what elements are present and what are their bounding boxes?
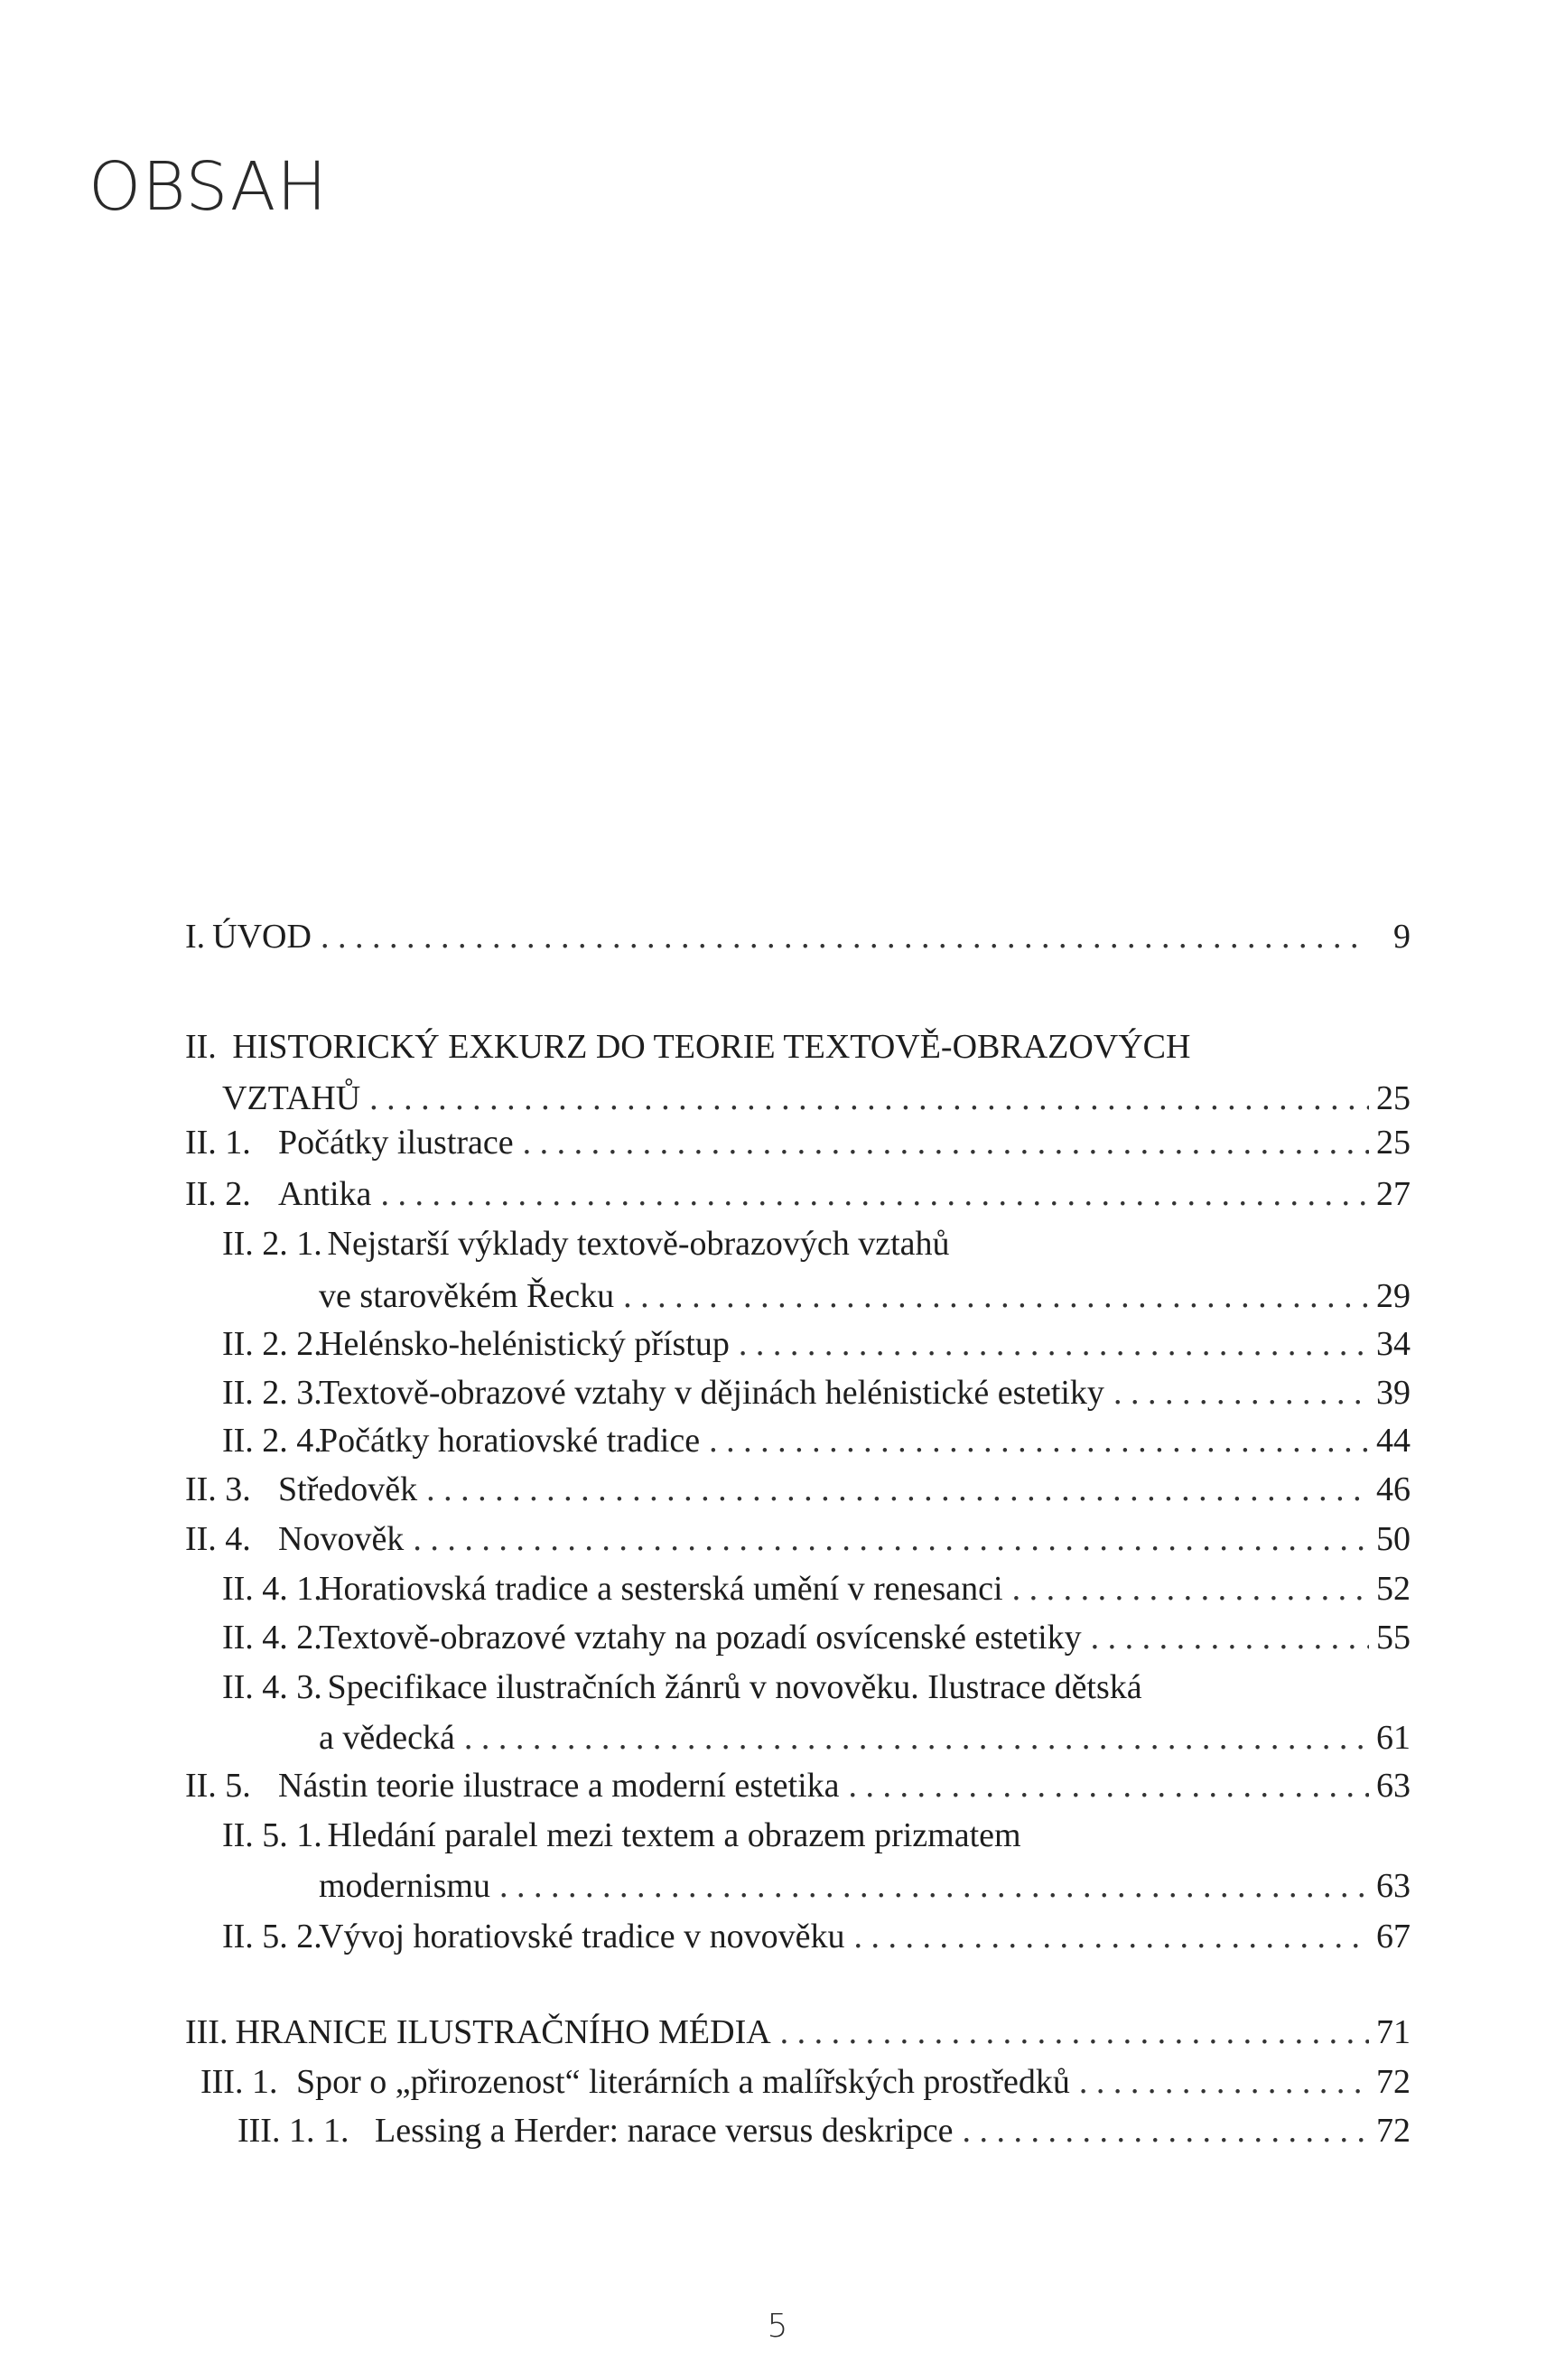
toc-entry-label: Počátky ilustrace: [278, 1124, 514, 1162]
dot-leader: [499, 1866, 1369, 1906]
toc-entry-number: II. 2. 1.: [222, 1225, 322, 1263]
toc-entry-label: Specifikace ilustračních žánrů v novověku. Ilustrace dětská: [327, 1668, 1142, 1706]
toc-entry: [237, 2111, 1411, 2151]
toc-entry: [222, 1224, 950, 1264]
toc-entry-number: II.: [185, 1028, 217, 1066]
dot-leader: [962, 2111, 1369, 2151]
toc-entry-number: III.: [185, 2013, 228, 2051]
dot-leader: [1091, 1618, 1369, 1657]
toc-entry-page: 72: [1376, 2112, 1411, 2150]
toc-entry-continuation: [222, 1078, 1411, 1118]
toc-entry: [222, 1618, 1411, 1657]
dot-leader: [739, 1324, 1369, 1364]
toc-entry-label: Hledání paralel mezi textem a obrazem prizmatem: [327, 1816, 1021, 1854]
toc-entry-page: 29: [1376, 1277, 1411, 1315]
toc-entry-label: ve starověkém Řecku: [319, 1277, 615, 1315]
toc-entry-label: a vědecká: [319, 1719, 455, 1757]
toc-entry-number: II. 1.: [185, 1124, 251, 1162]
dot-leader: [1113, 1373, 1369, 1413]
toc-entry-number: II. 2. 2.: [222, 1325, 322, 1363]
toc-entry-label: modernismu: [319, 1867, 490, 1905]
toc-entry-page: 63: [1376, 1767, 1411, 1805]
toc-entry: [185, 1027, 1190, 1067]
toc-entry: [185, 1123, 1411, 1162]
toc-entry: [185, 1174, 1411, 1214]
dot-leader: [369, 1078, 1369, 1118]
page-title: OBSAH: [88, 148, 329, 226]
toc-entry-label: Vývoj horatiovské tradice v novověku: [319, 1918, 845, 1955]
dot-leader: [464, 1718, 1369, 1758]
toc-entry-label: Spor o „přirozenost“ literárních a malířských prostředků: [296, 2063, 1070, 2101]
toc-entry-page: 9: [1393, 918, 1411, 956]
page-number: 5: [767, 2308, 788, 2345]
toc-entry-number: II. 5. 2.: [222, 1918, 322, 1955]
dot-leader: [780, 2012, 1369, 2052]
toc-entry-page: 44: [1376, 1422, 1411, 1460]
toc-entry-page: 27: [1376, 1175, 1411, 1213]
dot-leader: [426, 1470, 1369, 1509]
toc-entry-continuation: [319, 1866, 1411, 1906]
toc-entry-label: HISTORICKÝ EXKURZ DO TEORIE TEXTOVĚ-OBRAZOVÝCH: [232, 1028, 1191, 1066]
toc-entry: [222, 1421, 1411, 1461]
toc-entry-page: 72: [1376, 2063, 1411, 2101]
toc-entry: [222, 1815, 1021, 1855]
toc-entry-page: 39: [1376, 1374, 1411, 1412]
dot-leader: [321, 917, 1369, 957]
toc-entry-number: II. 2. 4.: [222, 1422, 322, 1460]
toc-entry-continuation: [319, 1276, 1411, 1316]
toc-entry-page: 46: [1376, 1470, 1411, 1508]
toc-entry-label: Horatiovská tradice a sesterská umění v renesanci: [319, 1570, 1003, 1608]
toc-entry-page: 63: [1376, 1867, 1411, 1905]
toc-entry: [200, 2062, 1411, 2102]
toc-entry-number: II. 2. 3.: [222, 1374, 322, 1412]
toc-entry: [222, 1917, 1411, 1956]
toc-entry-page: 25: [1376, 1079, 1411, 1117]
toc-entry-page: 50: [1376, 1520, 1411, 1558]
toc-entry: [185, 1519, 1411, 1559]
toc-entry-label: Nástin teorie ilustrace a moderní estetika: [278, 1767, 840, 1805]
toc-entry: [222, 1569, 1411, 1609]
toc-entry-label: VZTAHŮ: [222, 1079, 361, 1117]
toc-entry-number: II. 5. 1.: [222, 1816, 322, 1854]
toc-entry: [222, 1373, 1411, 1413]
toc-entry-page: 71: [1376, 2013, 1411, 2051]
dot-leader: [623, 1276, 1369, 1316]
toc-entry-number: II. 4. 1.: [222, 1570, 322, 1608]
toc-entry-number: II. 2.: [185, 1175, 251, 1213]
toc-entry: [222, 1667, 1142, 1707]
dot-leader: [1012, 1569, 1369, 1609]
dot-leader: [849, 1766, 1370, 1806]
toc-entry-label: Nejstarší výklady textově-obrazových vztahů: [327, 1225, 950, 1263]
toc-entry-page: 55: [1376, 1619, 1411, 1657]
toc-entry-number: II. 4. 3.: [222, 1668, 322, 1706]
toc-entry: [222, 1324, 1411, 1364]
toc-entry-label: Helénsko-helénistický přístup: [319, 1325, 730, 1363]
toc-entry-page: 52: [1376, 1570, 1411, 1608]
toc-entry: [185, 2012, 1411, 2052]
toc-entry-label: Textově-obrazové vztahy na pozadí osvícenské estetiky: [319, 1619, 1082, 1657]
toc-entry-page: 34: [1376, 1325, 1411, 1363]
toc-entry-label: Lessing a Herder: narace versus deskripce: [375, 2112, 954, 2150]
dot-leader: [380, 1174, 1369, 1214]
toc-entry-number: III. 1. 1.: [237, 2112, 349, 2150]
dot-leader: [413, 1519, 1369, 1559]
toc-entry-label: Textově-obrazové vztahy v dějinách helénistické estetiky: [319, 1374, 1104, 1412]
toc-entry-number: II. 4.: [185, 1520, 251, 1558]
toc-entry-label: Středověk: [278, 1470, 418, 1508]
toc-entry-number: II. 5.: [185, 1767, 251, 1805]
toc-entry-page: 61: [1376, 1719, 1411, 1757]
toc-entry: [185, 1766, 1411, 1806]
toc-entry-number: II. 4. 2.: [222, 1619, 322, 1657]
dot-leader: [523, 1123, 1369, 1162]
toc-entry-label: Antika: [278, 1175, 372, 1213]
dot-leader: [854, 1917, 1369, 1956]
toc-entry: [185, 917, 1411, 957]
dot-leader: [1079, 2062, 1369, 2102]
toc-entry: [185, 1470, 1411, 1509]
dot-leader: [709, 1421, 1369, 1461]
toc-entry-label: Novověk: [278, 1520, 405, 1558]
toc-entry-number: I.: [185, 918, 206, 956]
toc-entry-label: Počátky horatiovské tradice: [319, 1422, 701, 1460]
toc-entry-number: II. 3.: [185, 1470, 251, 1508]
toc-entry-number: III. 1.: [200, 2063, 278, 2101]
toc-entry-page: 67: [1376, 1918, 1411, 1955]
toc-entry-label: ÚVOD: [212, 918, 312, 956]
toc-entry-page: 25: [1376, 1124, 1411, 1162]
toc-entry-continuation: [319, 1718, 1411, 1758]
toc-entry-label: HRANICE ILUSTRAČNÍHO MÉDIA: [235, 2013, 771, 2051]
